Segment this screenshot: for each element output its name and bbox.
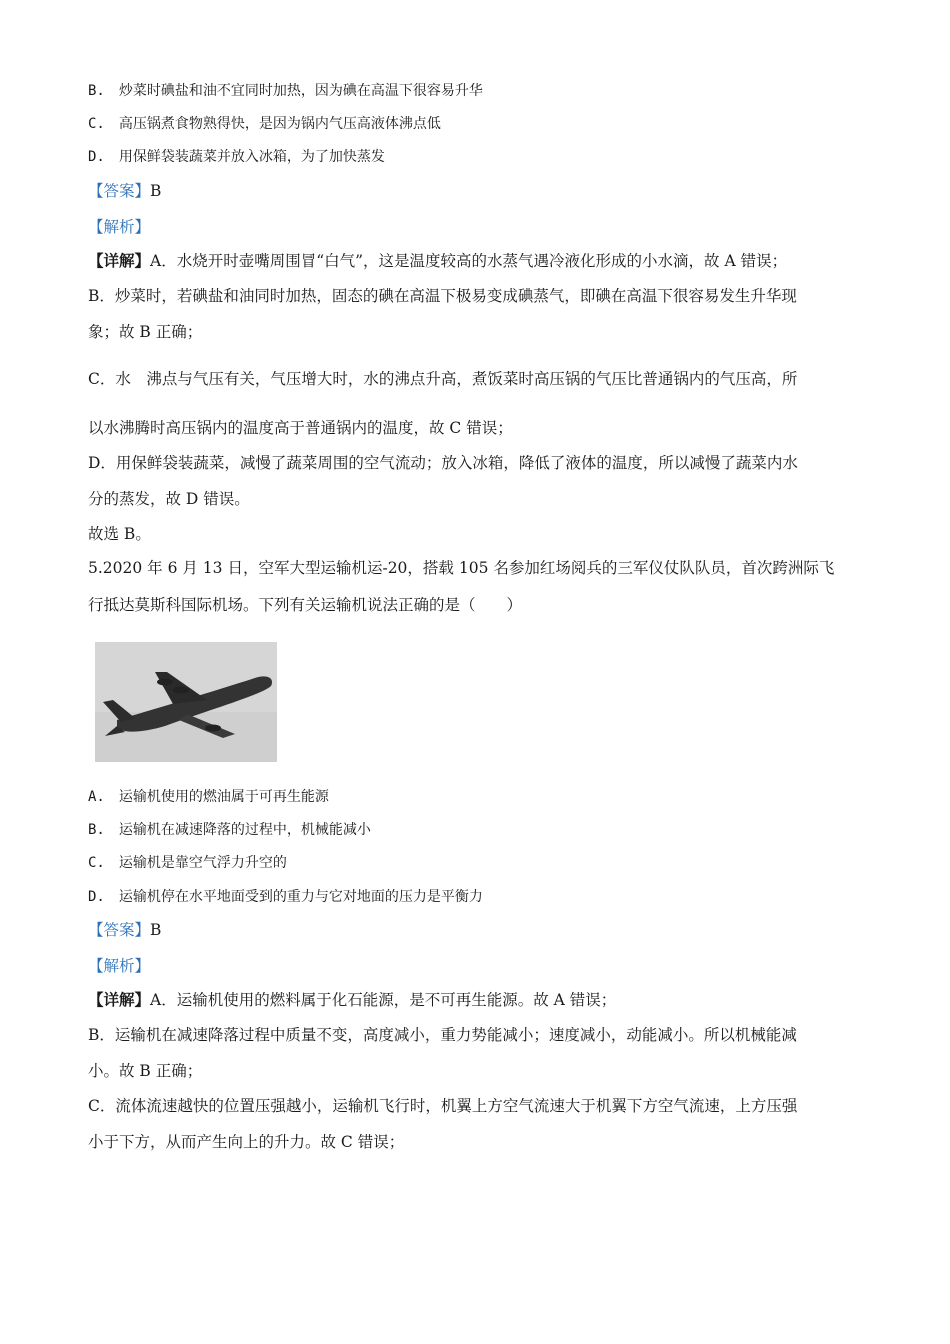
detail-line — [88, 251, 787, 271]
answer-tag: 【答案】 — [88, 921, 151, 939]
option-b: B. 运输机在减速降落的过程中，机械能减小 — [88, 822, 371, 838]
answer-value: B — [150, 182, 162, 200]
detail-tag: 【详解】 — [88, 990, 151, 1009]
option-a: A. 运输机使用的燃油属于可再生能源 — [88, 789, 329, 805]
answer-tag: 【答案】 — [88, 182, 151, 200]
question-stem: 5.2020 年 6 月 13 日，空军大型运输机运-20，搭载 105 名参加红场阅兵的三军仪仗队队员，首次跨洲际飞 — [88, 559, 835, 577]
detail-line: B．炒菜时，若碘盐和油同时加热，固态的碘在高温下极易变成碘蒸气，即碘在高温下很容易发生升华现 — [88, 287, 797, 305]
option-d: D. 运输机停在水平地面受到的重力与它对地面的压力是平衡力 — [88, 889, 483, 905]
analysis-tag: 【解析】 — [88, 957, 151, 975]
detail-line — [88, 990, 616, 1010]
detail-line: D．用保鲜袋装蔬菜，减慢了蔬菜周围的空气流动；放入冰箱，降低了液体的温度，所以减慢了蔬菜内水 — [88, 454, 798, 472]
question-stem: 行抵达莫斯科国际机场。下列有关运输机说法正确的是（ ） — [88, 596, 523, 614]
detail-line: 以水沸腾时高压锅内的温度高于普通锅内的温度，故 C 错误； — [88, 419, 513, 437]
detail-line: 分的蒸发，故 D 错误。 — [88, 490, 250, 508]
plane-icon — [95, 642, 277, 762]
detail-text: A．运输机使用的燃料属于化石能源，是不可再生能源。故 A 错误； — [150, 991, 617, 1009]
detail-line: B．运输机在减速降落过程中质量不变，高度减小，重力势能减小；速度减小，动能减小。所以机械能减 — [88, 1026, 797, 1044]
detail-line: 小于下方，从而产生向上的升力。故 C 错误； — [88, 1133, 405, 1151]
detail-text: A．水烧开时壶嘴周围冒“白气”，这是温度较高的水蒸气遇冷液化形成的小水滴，故 A 错误； — [150, 252, 788, 270]
option-c: C. 运输机是靠空气浮力升空的 — [88, 855, 287, 871]
option-d: D. 用保鲜袋装蔬菜并放入冰箱，为了加快蒸发 — [88, 149, 385, 165]
option-c: C. 高压锅煮食物熟得快，是因为锅内气压高液体沸点低 — [88, 116, 441, 132]
transport-plane-photo — [95, 642, 277, 762]
conclusion-line: 故选 B。 — [88, 525, 151, 543]
detail-line: 小。故 B 正确； — [88, 1062, 203, 1080]
answer-value: B — [150, 921, 162, 939]
option-b: B. 炒菜时碘盐和油不宜同时加热，因为碘在高温下很容易升华 — [88, 83, 483, 99]
detail-line: C．流体流速越快的位置压强越小，运输机飞行时，机翼上方空气流速大于机翼下方空气流速，上方压强 — [88, 1097, 798, 1115]
answer-line — [88, 181, 161, 201]
analysis-tag: 【解析】 — [88, 218, 151, 236]
answer-line — [88, 920, 161, 940]
detail-line: 象；故 B 正确； — [88, 323, 203, 341]
detail-line: C．水 沸点与气压有关，气压增大时，水的沸点升高，煮饭菜时高压锅的气压比普通锅内的气压高，所 — [88, 370, 798, 388]
detail-tag: 【详解】 — [88, 251, 151, 270]
